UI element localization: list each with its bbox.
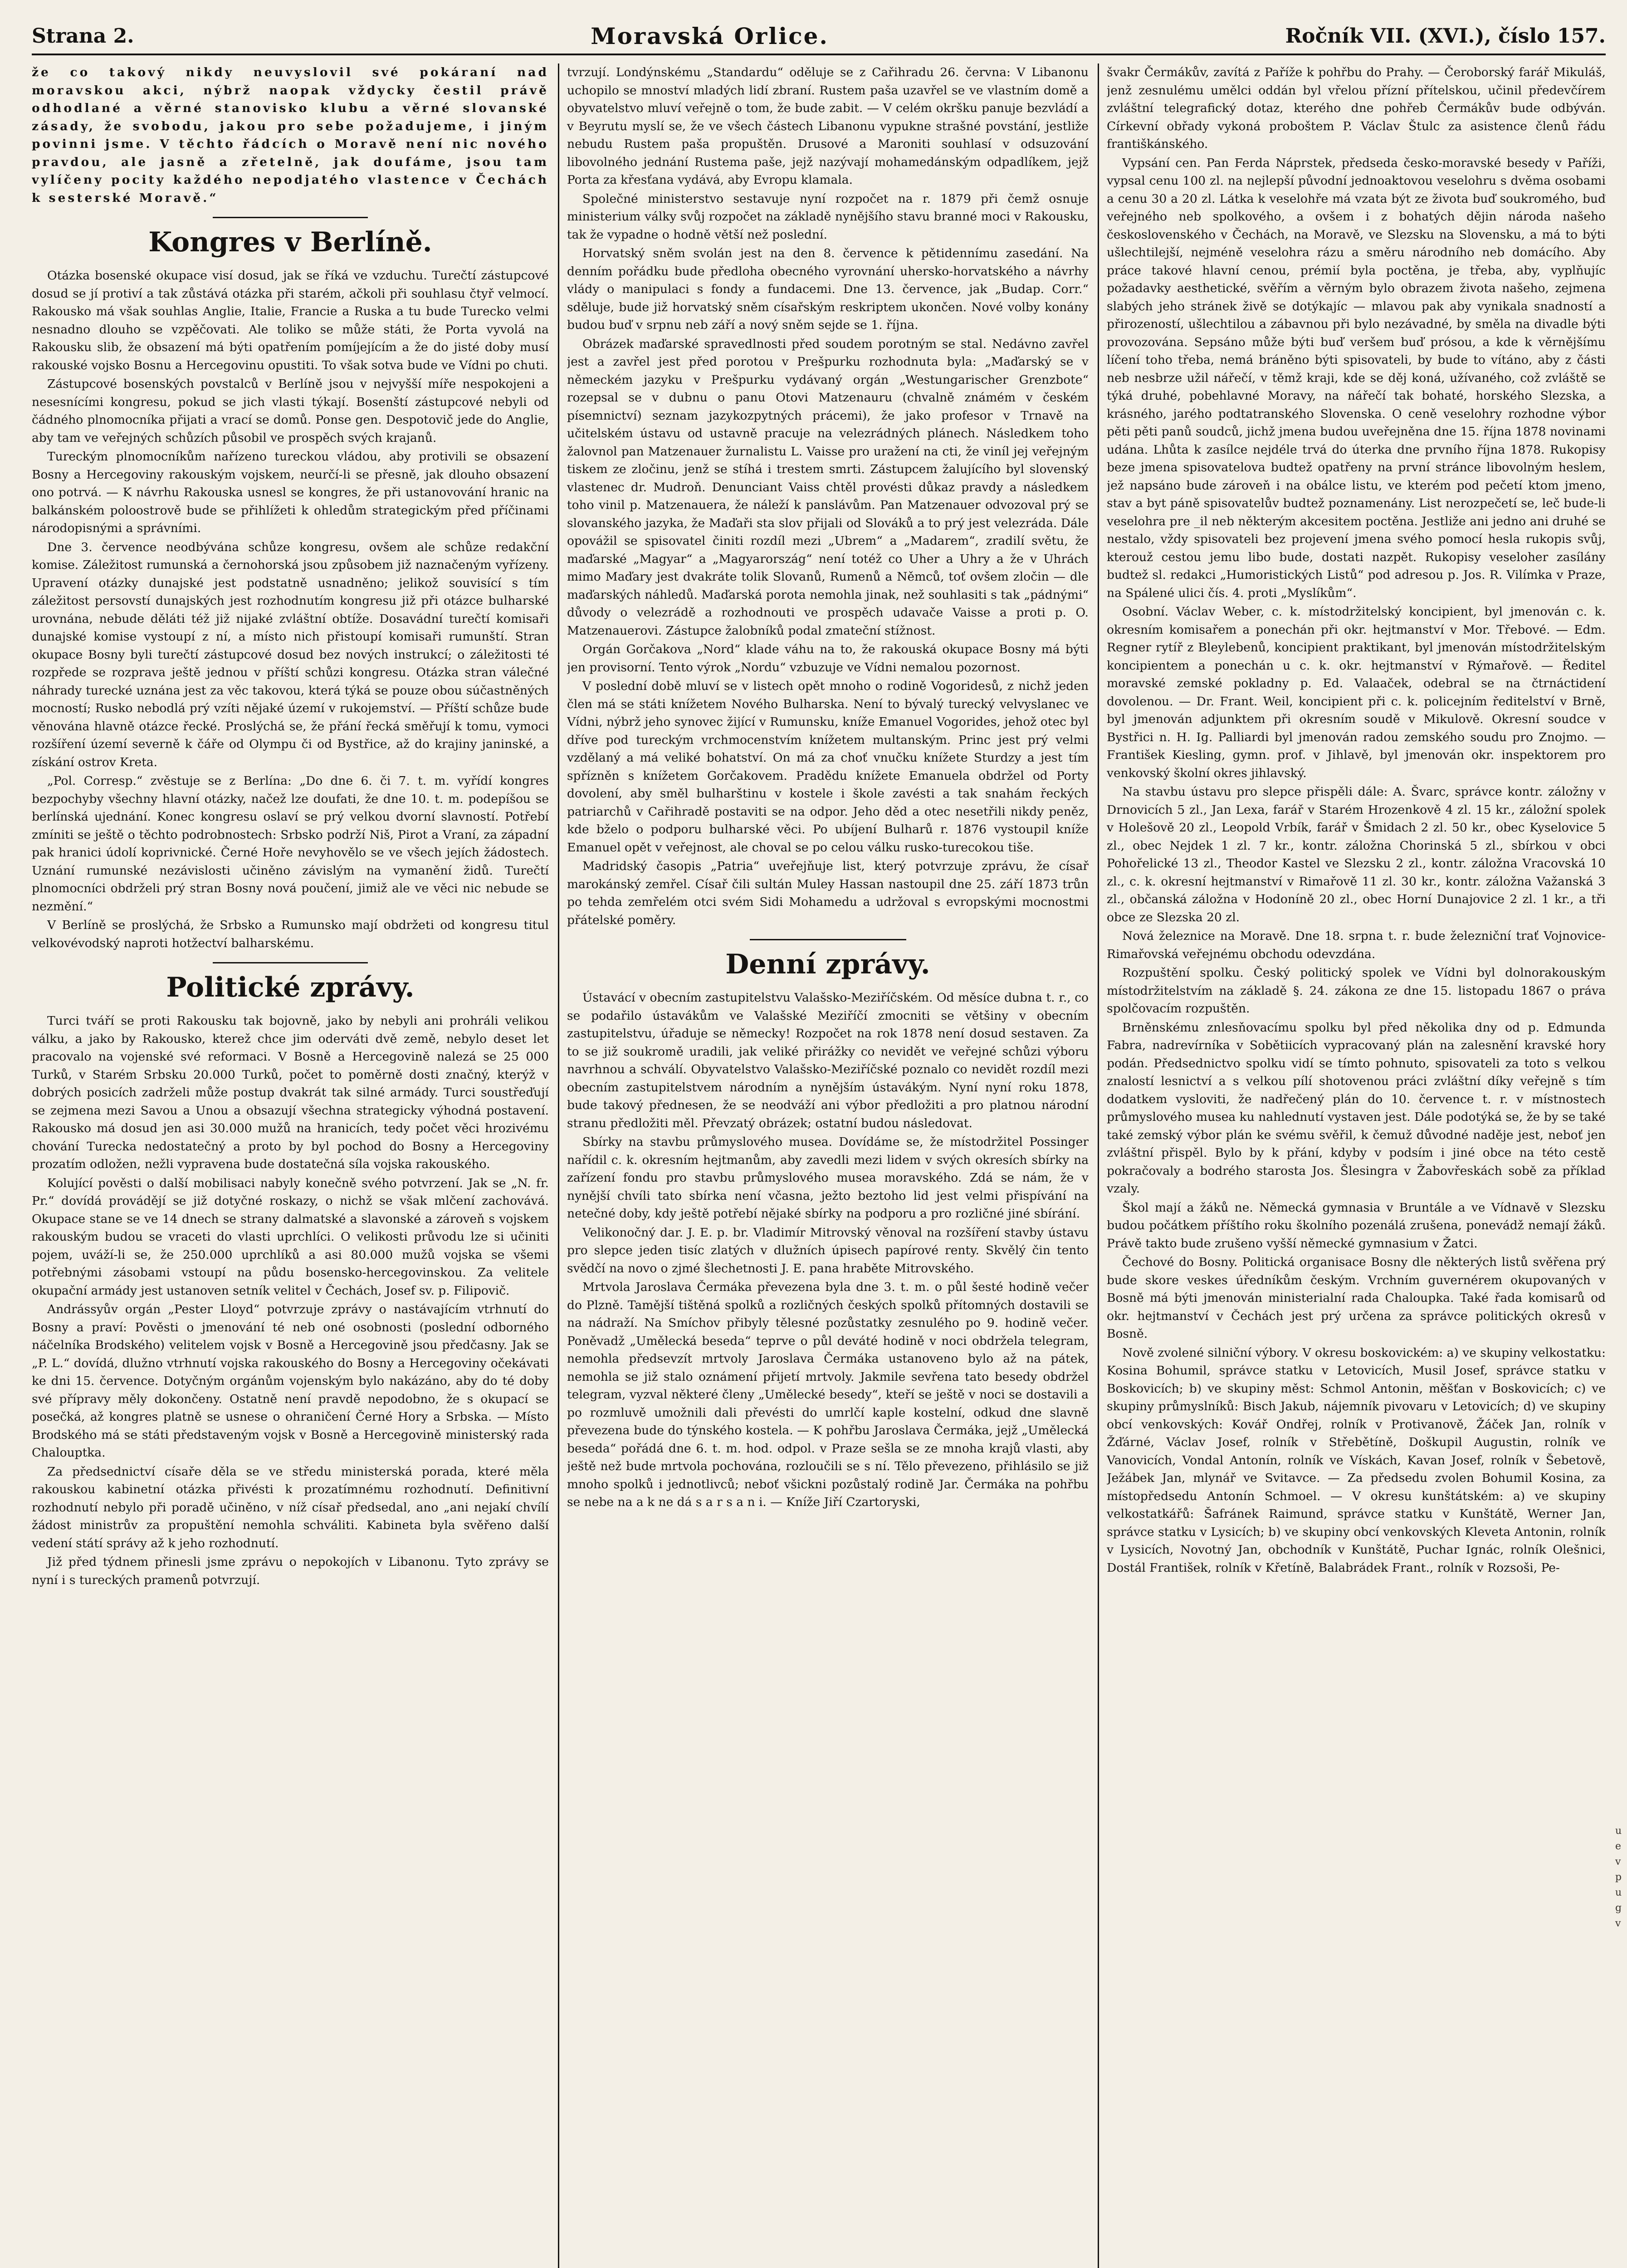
article-paragraph: Turci tváří se proti Rakousku tak bojovně, jako by nebyli ani prohráli velikou válku, a jako by Rakousko, kterež chce jim oderváti dvě země, nebylo deset let pracovalo na vojenské své reformaci. V Bosně a Hercegovině nalezá se 25 000 Turků, v Starém Srbsku 20.000 Turků, počet to poměrně dosti značný, kterýž v dobrých posicích zadrželi může postup dvakrát tak silné armády. Turci soustřeďují se zejmena mezi Savou a Unou a obsazují všechna strategicky výhodná postavení. Rakousko má dosud jen asi 30.000 mužů na hranicích, tedy počet věci hrozivému chování Turecka nedostatečný a proto by byl pochod do Bosny a Hercegoviny prozatím odložen, nežli vypravena bude dostatečná síla vojska rakouského. [32,1014,549,1171]
article-paragraph: Na stavbu ústavu pro slepce přispěli dále: A. Švarc, správce kontr. záložny v Drnovicích 5 zl., Jan Lexa, farář v Starém Hrozenkově 4 zl. 15 kr., záložní spolek v Holešově 20 zl., Leopold Vrbík, farář v Šmidach 2 zl. 50 kr., obec Kyselovice 5 zl., obec Nejdek 1 zl. 7 kr., kontr. záložna Chorinská 5 zl., sbírkou v obci Pohořelické 13 zl., Theodor Kastel ve Slezsku 2 zl., kontr. záložna Vracovská 10 zl., c. k. okresní hejtmanství v Rimařově 11 zl. 30 kr., kontr. záložna Važanská 3 zl., občanská záložna v Hodoníně 20 zl., obec Horní Dunajovice 2 zl. 1 kr., a tři obce ze Slezska 20 zl. [1107,785,1606,924]
article-paragraph: Madridský časopis „Patria“ uveřejňuje list, který potvrzuje zprávu, že císař marokánský zemřel. Císař čili sultán Muley Hassan nastoupil dne 25. září 1873 trůn po tehda zemřelém otci svém Sidi Mohamedu a udržoval s evropskými mocnostmi přátelské poměry. [567,859,1089,927]
section-heading-politicke: Politické zprávy. [32,962,549,1004]
article-paragraph: Brněnskému znlesňovacímu spolku byl před několika dny od p. Edmunda Fabra, nadrevírníka v Sobětiicích vypracovaný plán na zalesnění kravské hory podán. Předsednictvo spolku vidí se tímto pohnuto, spisovateli za toto s velkou znalostí lesnictví a s velkou pílí shotovenou práci zvláštní díky veřejně s tím dodatkem vysloviti, že nadřečený plán do 10. července t. r. v místnostech průmyslového musea ku nahlednutí vystaven jest. Dále podotýká se, že by se také také zemský výbor plán ke svému svěřil, k čemuž důvodné naděje jest, neboť jen zvláštní přispěl. Bylo by k přání, kdyby v podsím i jiné obce na této cestě pokračovaly a bodrého starosta Jos. Šlesingra v Žabovřeskách sobě za příklad vzaly. [1107,1020,1606,1196]
article-paragraph: Škol mají a žáků ne. Německá gymnasia v Bruntále a ve Vídnavě v Slezsku budou počátkem příštího roku školního pozenálá zrušena, ponevádž nemají žáků. Právě takto bude zrušeno vyšší německé gymnasium v Žatci. [1107,1200,1606,1251]
article-paragraph: V poslední době mluví se v listech opět mnoho o rodině Vogoridesů, z nichž jeden člen má se státi knížetem Nového Bulharska. Není to bývalý turecký velvyslanec ve Vídni, nýbrž jeho synovec žijící v Rumunsku, kníže Emanuel Vogorides, jehož otec byl dříve pod tureckým vrchmocenstvím knížetem multanským. Princ jest prý velmi vzdělaný a má veliké bohatství. On má za choť vnučku knížete Sturdzy a jest tím spřízněn s knížetem Gorčakovem. Pradědu knížete Emanuela obdržel od Porty dovolení, aby směl bulharštinu v kostele i škole zavésti a tak snahám řeckých patriarchů v Cařihradě postaviti se na odpor. Jeho děd a otec nesetřili nikdy peněz, kde bželo o podporu bulharské věci. Po ubíjení Bulharů r. 1876 vystoupil kníže Emanuel opět v veřejnost, ale choval se po celou válku rusko-turecokou tiše. [567,679,1089,855]
issue-info: Ročník VII. (XVI.), číslo 157. [1285,24,1606,48]
article-paragraph: Andrássyův orgán „Pester Lloyd“ potvrzuje zprávy o nastávajícím vtrhnutí do Bosny a praví: Pověsti o jmenování té neb oné osobnosti (poslední odborného náčelníka Brodského) velitelem vojsk v Bosně a Hercegovině jsou předčasny. Jak se „P. L.“ dovídá, dlužno vtrhnutí vojska rakouského do Bosny a Hercegoviny očekávati ke dni 15. července. Dotyčným orgánům vojenským bylo nakázáno, aby do té doby své přípravy měly dokončeny. Ostatně není pravdě nepodobno, že s okupací se posečká, až kongres platně se usnese o ohraničení Černé Hory a Srbska. — Místo Brodského má se státi představeným vojsk v Bosně a Hercegovině ministerský rada Chalouptka. [32,1302,549,1460]
article-paragraph: švakr Čermákův, zavítá z Paříže k pohřbu do Prahy. — Čeroborský farář Mikuláš, jenž zesnulému umělci oddán byl vřelou přízní přítelskou, učinil předevčírem zvláštní telegrafický dotaz, kterého dne pohřeb Čermákův bude odbýván. Církevní obřady vykoná proboštem P. Václav Štulc za asistence členů řádu františkánského. [1107,65,1606,151]
article-paragraph: Vypsání cen. Pan Ferda Náprstek, předseda česko-moravské besedy v Paříži, vypsal cenu 100 zl. na nejlepší původní jednoaktovou veselohru s dvěma osobami a cenu 30 a 20 zl. Látka k veselohře má vzata být ze života buď soukromého, buď veřejného neb spolkového, a ovšem i z bohatých dějin národa našeho československého v Čechách, na Moravě, ve Slezsku na Slovensku, a má to býti ušlechtilejší, nejméně veselohra rázu a směru národního neb domácího. Aby práce takové hlavní cenou, prémií byla poctěna, je třeba, aby, vyplňujíc požadavky aesthetické, svěřím a věrným bylo obrazem života našeho, zejmena slabých jeho stránek živě se dotýkajíc — mlavou pak aby vynikala snadností a přirozeností, ušlechtilou a zábavnou při bylo nezávadné, by směla na divadle býti provozována. Sepsáno může býti buď veršem buď prósou, a kde k věrnějšímu líčení toho třeba, nemá bráněno býti spisovateli, by bude to vítáno, aby z části neb nesbrze užil nářečí, v těmž kraji, kde se děj koná, užívaného, což zvláště se týká druhé, pobehlavné Moravy, na nářečí tak bohaté, horského Slezska, a krásného, jarého podtatranského Slovenska. O ceně veselohry rozhodne výbor pěti pěti panů soudců, jichž jmena budou uveřejněna dne 15. října 1878 novinami udána. Lhůta k zasílce nejdéle trvá do úterka dne prvního října 1878. Rukopisy beze jmena spisovatelova budtež opatřeny na první stránce libovolným heslem, jež napsáno bude zároveň i na obálce listu, ve kterém pod pečetí ktom jmeno, stav a byt páně spisovatelův budtež poznamenány. List nerozpečetí se, leč bude-li veselohra pre _il neb některým akcesitem poctěna. Jestliže ani jedno ani druhé se nestalo, vždy spisovateli bez projevení jmena svého pomocí hesla rukopis svůj, kterouž cestou jemu libo bude, dostati nazpět. Rukopisy veseloher zasílány budtež sl. redakci „Humoristických Listů“ pod adresou p. Jos. R. Vilímka v Praze, na Spálené ulici čís. 4. proti „Myslíkům“. [1107,156,1606,600]
margin-marks: u e v p u g v [1615,1825,1622,1929]
column-divider [558,64,559,2268]
article-paragraph: Ústavácí v obecním zastupitelstvu Valašsko-Meziříčském. Od měsíce dubna t. r., co se podařilo ústavákům ve Valašské Meziříčí zmocniti se většiny v obecním zastupitelstvu, úřaduje se německy! Rozpočet na rok 1878 není dosud sestaven. Za to se již soukromě uradili, jak veliké přirážky co nevidět ve veřejné schůzi výboru navrhnou a schválí. Obyvatelstvo Valašsko-Meziříčské poznalo co nevidět rozdíl mezi obecním zastupitelstvem národním a nynějším ústavákým. Nyní nyní roku 1878, bude takový přednesen, že se neodváží ani výbor předložiti a pro platnou národní stranu předložiti měl. Převzatý obrázek; ostatní budou následovat. [567,991,1089,1130]
article-paragraph: Nová železnice na Moravě. Dne 18. srpna t. r. bude železniční trať Vojnovice-Rimařovská veřejnému obchodu odevzdána. [1107,929,1606,961]
article-paragraph: Tureckým plnomocníkům nařízeno tureckou vládou, aby protivili se obsazení Bosny a Hercegoviny rakouským vojskem, neurčí-li se přesně, jak dlouho obsazení ono potrvá. — K návrhu Rakouska usnesl se kongres, že při ustanovování hranic na balkánském poloostrově bude se přihlížeti k ohledům strategickým před příčinami národopisnými a správními. [32,450,549,535]
column-divider [1098,64,1099,2268]
article-paragraph: Rozpuštění spolku. Český politický spolek ve Vídni byl dolnorakouským místodržitelstvím na základě §. 24. zákona ze dne 15. listopadu 1867 o práva spolčovacím rozpuštěn. [1107,966,1606,1016]
article-paragraph: tvrzují. Londýnskému „Standardu“ oděluje se z Cařihradu 26. června: V Libanonu uchopilo se mnoství mladých lidí zbraní. Rustem paša uzavřel se ve vlastním domě a obyvatelstvo mluví veřejně o tom, že bude zabit. — V celém okršku panuje bezvládí a v Beyrutu myslí se, že ve všech částech Libanonu vypukne strašné povstání, jestliže nebudu Rustem paša propuštěn. Drusové a Maroniti souhlasí v odsuzování libovolného jednání Rustema paše, jejž nazývají mohamedánským odpadlíkem, jejž Porta za křesťana vydává, aby Evropu klamala. [567,65,1089,187]
page-header [32,18,1606,55]
newspaper-page [32,18,1606,2268]
article-paragraph: V Berlíně se proslýchá, že Srbsko a Rumunsko mají obdržeti od kongresu titul velkovévodský naproti hotžectví balharskému. [32,918,549,950]
article-paragraph: Orgán Gorčakova „Nord“ klade váhu na to, že rakouská okupace Bosny má býti jen provisorní. Tento výrok „Nordu“ vzbuzuje ve Vídni nemalou pozornost. [567,642,1089,675]
masthead-title: Moravská Orlice. [591,22,829,49]
article-paragraph: Za předsednictví císaře děla se ve středu ministerská porada, které měla rakouskou kabinetní otázka přivésti k prozatímnému rozhodnutí. Definitivní rozhodnutí nebylo při poradě učiněno, v níž císař předsedal, ano „ani nejakí chvílí žádost ministrův za propuštění nemohla schváliti. Kabineta byla svěřeno další vedení státí správy až k jeho rozhodnutí. [32,1464,549,1550]
article-paragraph: Čechové do Bosny. Politická organisace Bosny dle některých listů svěřena prý bude skore veskes úředníkům českým. Vrchním guvernérem okupovaných v Bosně má býti jmenován ministerialní rada Chaloupka. Také řada komisarů od okr. hejtmanství v Čechách jest prý určena za správce politických okresů v Bosně. [1107,1255,1606,1341]
article-paragraph: Horvatský sněm svolán jest na den 8. července k pětidennímu zasedání. Na denním pořádku bude předloha obecného vyrovnání uhersko-horvatského a návrhy vlády o manipulaci s fondy a fundacemi. Dne 13. července, jak „Budap. Corr.“ sděluje, bude již horvatský sněm císařským reskriptem ukončen. Nové volby konány budou buď v srpnu neb září a nový sněm sejde se 1. října. [567,246,1089,332]
section-heading-kongres: Kongres v Berlíně. [32,217,549,259]
article-paragraph: Společné ministerstvo sestavuje nyní rozpočet na r. 1879 při čemž osnuje ministerium války svůj rozpočet na základě nynějšího stavu branné moci v Rakousku, tak že vypadne o hodně větší než poslední. [567,191,1089,242]
article-paragraph: Obrázek maďarské spravedlnosti před soudem porotným se stal. Nedávno zavřel jest a zavřel jest před porotou v Prešpurku rozhodnuta byla: „Maďarský se v německém jazyku v Prešpurku vydávaný orgán „Westungarischer Grenzbote“ rozepsal se v dubnu o panu Otovi Matzenauru (chvalně známém v českém písemnictví) seznam jazykozpytných prácemi), že jako profesor v Trnavě na učitelském ústavu od ustavně pracuje na velezrádných plánech. Následkem toho žalovnol pan Matzenauer žurnalistu L. Vaisse pro uražení na cti, že viníl jej veřejným tiskem ze zločinu, jenž se stíhá i trestem smrti. Zástupcem žalujícího byl slovenský vlastenec dr. Mudroň. Denunciant Vaiss chtěl provésti důkaz pravdy a následkem toho vinil p. Matzenauera, že náleží k panslávům. Pan Matzenauer odvozoval prý se slovanského jazyka, že Maďaři sta slov přijali od Slováků a to prý jest velezráda. Dále opovážil se spisovatel činiti rozdíl mezi „Ubrem“ a „Madarem“, zradilí světu, že maďarské „Magyar“ a „Magyarország“ není totéž co Uher a Uhry a že v Uhrách mimo Maďary jest dvakráte tolik Slovanů, Rumenů a Němců, toť ovšem zločin — dle maďarských náhledů. Maďarská porota nemohla jinak, než souhlasiti s tak „pádnými“ důvody o velezrádě a rozhodnouti ve prospěch udavače Vaisse a proti p. O. Matzenauerovi. Zástupce žalobníků podal zmateční stížnost. [567,337,1089,638]
article-paragraph: Velikonočný dar. J. E. p. br. Vladimír Mitrovský věnoval na rozšíření stavby ústavu pro slepce jeden tisíc zlatých v dlužních úpisech papírové renty. Skvělý čin tento svědčí na novo o zjmé šlechetnosti J. E. pana hraběte Mitrovského. [567,1225,1089,1276]
page-number: Strana 2. [32,24,134,48]
article-paragraph: Dne 3. července neodbývána schůze kongresu, ovšem ale schůze redakční komise. Záležitost rumunská a černohorská jsou způsobem již naznačeným vyřízeny. Upravení otázky dunajské jest podstatně usnadněno; jelikož souvisící s tím záležitost persovstí dunajských jest rozhodnutím kongresu již při otázce bulharské urovnána, nebude děláti též již nijaké zvláštní obtíže. Dosavádní turečtí komisaři dunajské komise vystoupí z ní, a místo nich přistoupí komisaři rumunští. Stran okupace Bosny byli turečtí zástupcové dosud bez nových instrukcí; o záležitosti té rozpřede se rozprava ještě jednou v příští schůzi kongresu. Otázka stran válečné náhrady turecké uznána jest za věc takovou, která týká se pouze obou súčastněných mocností; Rusko nebodlá prý vzíti nějaké území v rukojemství. — Příští schůze bude věnována hlavně otázce řecké. Proslýchá se, že přání řecká směřují k tomu, vymoci rozšíření území severně k čáře od Olympu či od Bystřice, až do krajiny janinské, a získání ostrov Kreta. [32,540,549,769]
article-paragraph: Osobní. Václav Weber, c. k. místodržitelský koncipient, byl jmenován c. k. okresním komisařem a ponechán při okr. hejtmanství v Mor. Třebové. — Edm. Regner rytíř z Bleylebenů, koncipient praktikant, byl jmenován místodržitelským koncipientem a ponechán u c. k. okr. hejtmanství v Rýmařově. — Ředitel moravské zemské pokladny p. Ed. Valaaček, odebral se na čtrnáctidení dovolenou. — Dr. Frant. Weil, koncipient při c. k. policejním ředitelství v Brně, byl jmenován adjunktem při okresním soudě v Mikulově. Okresní soudce v Bystřici n. H. Ig. Palliardi byl jmenován radou zemského soudu pro Znojmo. — František Kiesling, gymn. prof. v Jihlavě, byl jmenován okr. inspektorem pro venkovský školní okres jihlavský. [1107,605,1606,780]
article-paragraph: Již před týdnem přinesli jsme zprávu o nepokojích v Libanonu. Tyto zprávy se nyní i s tureckých pramenů potvrzují. [32,1555,549,1587]
article-paragraph: Zástupcové bosenských povstalců v Berlíně jsou v nejvyšší míře nespokojeni a nesesnícími kongresu, pokud se jich vlasti týkají. Bosenští zástupcové nebyli od čádného plnomocníka přijati a vrací se domů. Ponse gen. Despotovič jede do Anglie, aby tam ve veřejných schůzích působil ve prospěch svých krajanů. [32,377,549,445]
article-paragraph: Nově zvolené silniční výbory. V okresu boskovickém: a) ve skupiny velkostatku: Kosina Bohumil, správce statku v Letovicích, Musil Josef, správce statku v Boskovicích; b) ve skupiny měst: Schmol Antonin, měšťan v Boskovicích; c) ve skupiny průmyslníků: Bisch Jakub, nájemník pivovaru v Letovicích; d) ve skupiny obcí venkovských: Kovář Ondřej, rolník v Protivanově, Žáček Jan, rolník v Žďárné, Václav Josef, rolník v Střebětíně, Doškupil Augustin, rolník ve Vanovicích, Vondal Antonín, rolník ve Vískách, Kavan Josef, rolník v Šebetově, Ježábek Jan, mlynář ve Svitavce. — Za předsedu zvolen Bohumil Kosina, za místopředsedu Antonín Schmoel. — V okresu kunštátském: a) ve skupiny velkostatkářů: Šafránek Raimund, správce statku v Kunštátě, Werner Jan, správce statku v Lysicích; b) ve skupiny obcí venkovských Kleveta Antonin, rolník v Lysicích, Novotný Jan, obchodník v Kunštátě, Puchar Ignác, rolník Olešnici, Dostál František, rolník v Křetíně, Balabrádek Frant., rolník v Rozsoši, Pe- [1107,1345,1606,1575]
column-1 [32,64,549,2268]
column-2 [567,64,1089,2268]
section-heading-denni: Denní zprávy. [567,939,1089,981]
article-paragraph: Mrtvola Jaroslava Čermáka převezena byla dne 3. t. m. o půl šesté hodině večer do Plzně. Tamější tištěná spolků a rozličných českých spolků přítomných dostavili se na nádraží. Na Smíchov přibyly tělesné pozůstatky zesnulého po 9. hodině večer. Poněvadž „Umělecká beseda“ teprve o půl deváté hodině v noci obdržela telegram, nemohla předsevzít mrtvoly Jaroslava Čermáka ustanoveno bylo až na pátek, nemohla se již stalo oznámení přijetí mrtvoly. Jakmile sevřena tato besedy obdržel telegram, vyzval některé členy „Umělecké besedy“, kteří se ještě v noci se dostavili a po rozmluvě umožnili dali převésti do umrlčí kaple kostelní, odkud dne slavně převezena bude do týnského kostela. — K pohřbu Jaroslava Čermáka, jejž „Umělecká beseda“ pořádá dne 6. t. m. hod. odpol. v Praze sešla se ze mnoha krajů vlasti, aby ještě než bude mrtvola pochována, rozloučili se s ní. Tělo převezeno, přihlásilo se již mnoho spolků i jednotlivců; neboť všickni pozůstalý rodině Jar. Čermáka na pohřbu se nebe na a k ne dá s a r s a n i. — Kníže Jiří Czartoryski, [567,1280,1089,1509]
article-paragraph: Kolující pověsti o další mobilisaci nabyly konečně svého potvrzení. Jak se „N. fr. Pr.“ dovídá provádějí se již dotyčné roskazy, o nichž se však mlčení zachovává. Okupace stane se ve 14 dnech se strany dalmatské a slavonské a zároveň s vojskem rakouským budou se vraceti do vlasti uprchlíci. O velikosti průvodu lze si učiniti pojem, uváží-li se, že 250.000 uprchlíků a asi 80.000 mužů vojska se všemi potřebnými zásobami vstoupí na půdu bosensko-hercegovinskou. Za velitele okupační armády jest ustanoven setník velitel v Čechách, Josef sv. p. Filipovič. [32,1176,549,1298]
article-paragraph: Sbírky na stavbu průmyslového musea. Dovídáme se, že místodržitel Possinger nařídil c. k. okresním hejtmanům, aby zavedli mezi lidem v svých okresích sbírky na zařízení fondu pro stavbu průmyslového musea moravského. Zdá se nám, že v nynější chvíli tato sbírka není včasna, ježto beztoho lid jest velmi přispívání na netečné doby, kdy ještě potřebí nějaké sbírky na podporu a pro rozličné jiné sbírání. [567,1135,1089,1221]
article-continuation: že co takový nikdy neuvyslovil své pokáraní nad moravskou akci, nýbrž naopak vždycky čestil právě odhodlané a věrné stanovisko klubu a věrné slovanské zásady, že svobodu, jakou pro sebe požadujeme, i jiným povinni jsme. V těchto řádcích o Moravě není nic nového pravdou, ale jasně a zřetelně, jak doufáme, jsou tam vylíčeny pocity každého nepodjatého vlastence v Čechách k sesterské Moravě.“ [32,65,549,205]
article-paragraph: Otázka bosenské okupace visí dosud, jak se říká ve vzduchu. Turečtí zástupcové dosud se jí protiví a tak zůstává otázka při starém, ačkoli při souhlasu čtyř velmocí. Rakousko má však souhlas Anglie, Italie, Francie a Ruska a tu bude Turecko velmi nesnadno dlouho se vzpěčovati. Ale toliko se může státi, že Porta vyvolá na Rakousku slib, že obsazení má býti opatřením pomíjejícím a že do jisté doby musí rakouské vojsko Bosnu a Hercegovinu opustiti. To však sotva bude ve Vídni po chuti. [32,269,549,372]
article-paragraph: „Pol. Corresp.“ zvěstuje se z Berlína: „Do dne 6. či 7. t. m. vyřídí kongres bezpochyby všechny hlavní otázky, načež lze doufati, že dne 10. t. m. podepíšou se berlínská ujednání. Konec kongresu oslaví se prý velkou dvorní slavností. Potřebí zmíniti se ještě o těchto podrobnostech: Srbsko podrží Niš, Pirot a Vraní, za západní pak hranici údolí koprivnické. Černé Hoře nevyhovělo se ve všech jejích žádostech. Uznání rumunské nezávislosti učiněno závislým na vymanění židů. Turečtí plnomocníci obdrželi prý stran Bosny nová poučení, jimiž ale ve věci nic nebude se nezmění.“ [32,774,549,914]
column-3 [1107,64,1606,2268]
